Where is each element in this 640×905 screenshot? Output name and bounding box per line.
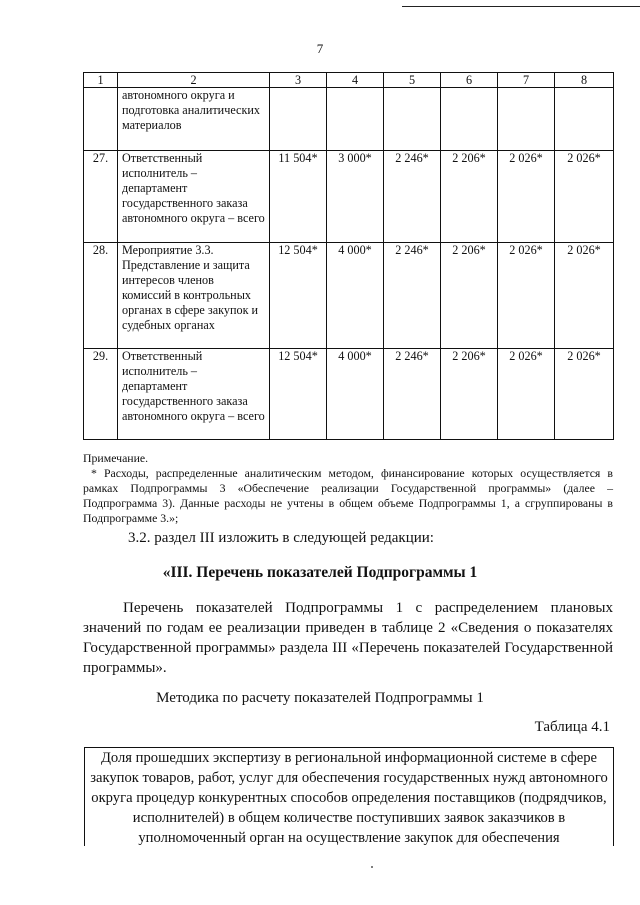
row-number <box>84 88 118 151</box>
row-name: Ответственный исполнитель – департамент государственного заказа автономного округа – всего <box>118 151 270 243</box>
value-cell: 2 206* <box>441 243 498 349</box>
value-cell: 2 246* <box>384 349 441 440</box>
value-cell <box>498 88 555 151</box>
method-title: Методика по расчету показателей Подпрограммы 1 <box>156 690 484 706</box>
header-cell: 7 <box>498 73 555 88</box>
value-cell: 2 026* <box>555 243 614 349</box>
page-number: 7 <box>316 41 324 56</box>
value-cell <box>441 88 498 151</box>
indicator-box: Доля прошедших экспертизу в региональной информационной системе в сфере закупок товаров, работ, услуг для обеспечения государственных нужд автономного округа процедур конкурентных способов определения поставщиков (подрядчиков, исполнителей) в общем количестве поступивших заявок заказчиков в уполномоченный орган на осуществление закупок для обеспечения <box>84 747 614 846</box>
note-title: Примечание. <box>83 451 149 465</box>
table-row <box>84 88 614 151</box>
table-label: Таблица 4.1 <box>534 719 610 735</box>
section-heading: «III. Перечень показателей Подпрограммы 1 <box>162 564 478 581</box>
value-cell <box>384 88 441 151</box>
value-cell: 2 026* <box>498 243 555 349</box>
row-number: 29. <box>84 349 118 440</box>
value-cell: 2 026* <box>555 151 614 243</box>
header-cell: 6 <box>441 73 498 88</box>
table-row <box>84 151 614 243</box>
header-cell: 2 <box>118 73 270 88</box>
value-cell: 2 026* <box>498 151 555 243</box>
table-row <box>84 243 614 349</box>
value-cell: 2 206* <box>441 151 498 243</box>
value-cell <box>270 88 327 151</box>
value-cell: 2 026* <box>498 349 555 440</box>
scan-speck <box>371 866 373 868</box>
value-cell: 2 246* <box>384 151 441 243</box>
table-row <box>84 349 614 440</box>
top-rule <box>402 6 640 7</box>
value-cell: 11 504* <box>270 151 327 243</box>
value-cell: 4 000* <box>327 243 384 349</box>
value-cell <box>555 88 614 151</box>
section-amendment-line: 3.2. раздел III изложить в следующей редакции: <box>128 530 434 546</box>
value-cell: 4 000* <box>327 349 384 440</box>
expenditure-table <box>83 72 614 440</box>
value-cell: 3 000* <box>327 151 384 243</box>
row-name: Мероприятие 3.3. Представление и защита интересов членов комиссий в контрольных органах в сфере закупок и судебных органах <box>118 243 270 349</box>
value-cell: 2 026* <box>555 349 614 440</box>
row-number: 28. <box>84 243 118 349</box>
header-cell: 5 <box>384 73 441 88</box>
value-cell: 12 504* <box>270 349 327 440</box>
header-cell: 8 <box>555 73 614 88</box>
value-cell <box>327 88 384 151</box>
note-text: * Расходы, распределенные аналитическим методом, финансирование которых осуществляется в рамках Подпрограммы 3 «Обеспечение реализации Государственной программы» (далее – Подпрограмма 3). Данные расходы не учтены в общем объеме Подпрограммы 1, а сгруппированы в Подпрограмме 3.»; <box>83 466 613 525</box>
header-cell: 1 <box>84 73 118 88</box>
value-cell: 2 246* <box>384 243 441 349</box>
body-paragraph: Перечень показателей Подпрограммы 1 с распределением плановых значений по годам ее реализации приведен в таблице 2 «Сведения о показателях Государственной программы» раздела III «Перечень показателей Государственной программы». <box>83 600 613 676</box>
header-cell: 4 <box>327 73 384 88</box>
row-name: автономного округа и подготовка аналитических материалов <box>118 88 270 151</box>
row-name: Ответственный исполнитель – департамент государственного заказа автономного округа – всего <box>118 349 270 440</box>
value-cell: 12 504* <box>270 243 327 349</box>
row-number: 27. <box>84 151 118 243</box>
value-cell: 2 206* <box>441 349 498 440</box>
header-cell: 3 <box>270 73 327 88</box>
table-header-row <box>84 73 614 88</box>
